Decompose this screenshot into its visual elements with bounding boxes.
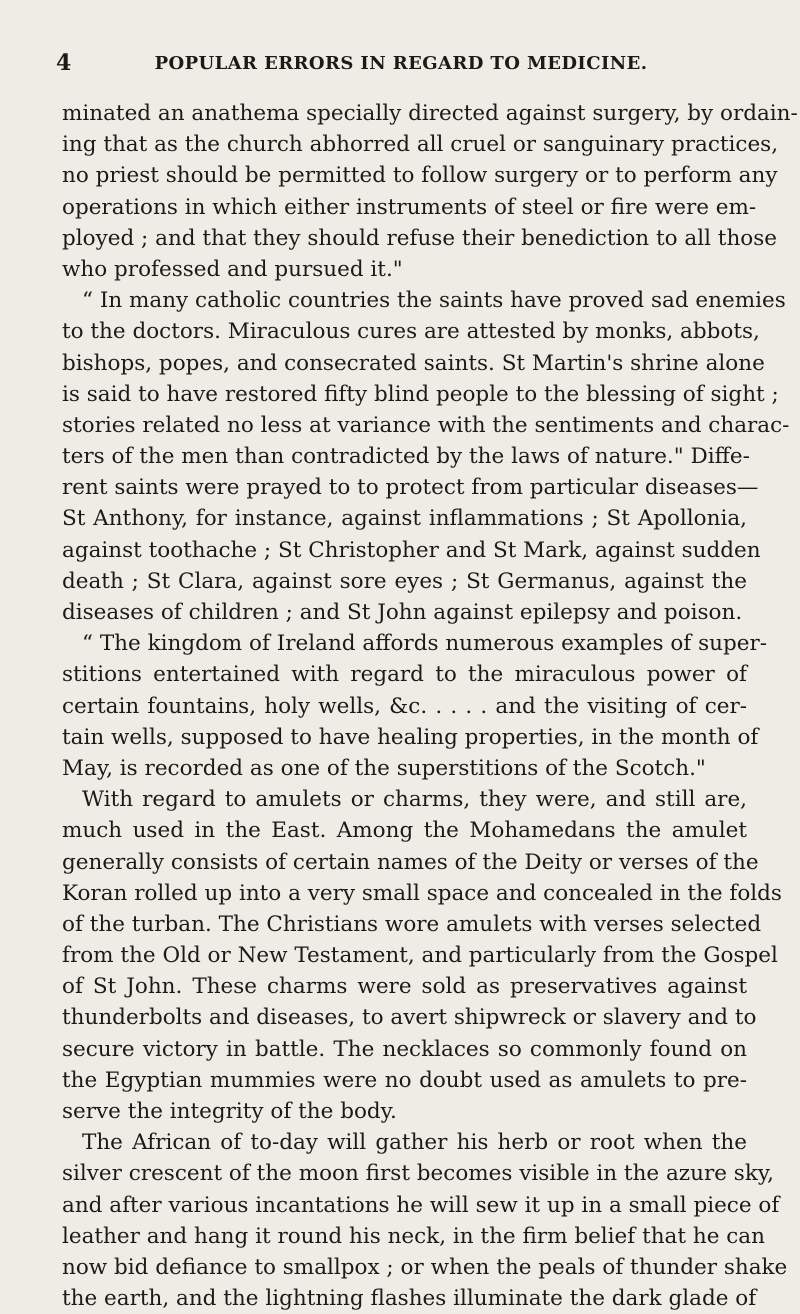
text-line: serve the integrity of the body. (62, 1099, 397, 1124)
text-line: of the turban. The Christians wore amulets with verses selected (62, 911, 762, 937)
text-line: silver crescent of the moon first becomes visible in the azure sky, (62, 1161, 774, 1187)
text-line: diseases of children ; and St John against epilepsy and poison. (62, 600, 743, 625)
text-line: St Anthony, for instance, against inflammations ; St Apollonia, (62, 506, 747, 532)
text-line: no priest should be permitted to follow surgery or to perform any (62, 163, 778, 189)
text-line: the Egyptian mummies were no doubt used as amulets to pre- (62, 1067, 747, 1093)
text-line: May, is recorded as one of the superstitions of the Scotch." (62, 755, 706, 781)
text-line: leather and hang it round his neck, in the firm belief that he can (62, 1223, 765, 1249)
text-line: who professed and pursued it." (62, 256, 403, 282)
text-line: stories related no less at variance with the sentiments and charac- (62, 412, 790, 438)
text-line: Koran rolled up into a very small space and concealed in the folds (62, 880, 782, 906)
text-line: minated an anathema specially directed against surgery, by ordain- (62, 101, 798, 126)
running-head: POPULAR ERRORS IN REGARD TO MEDICINE. (154, 53, 648, 74)
text-line: death ; St Clara, against sore eyes ; St Germanus, against the (62, 568, 747, 594)
text-line: “ The kingdom of Ireland affords numerous examples of super- (82, 631, 767, 657)
page-header (56, 50, 746, 80)
text-line: of St John. These charms were sold as preservatives against (62, 974, 747, 1000)
text-line: certain fountains, holy wells, &c. . . . . and the visiting of cer- (62, 693, 747, 719)
body-text (62, 98, 798, 1314)
text-line: ters of the men than contradicted by the laws of nature." Diffe- (62, 444, 750, 470)
text-line: ployed ; and that they should refuse their benediction to all those (62, 225, 777, 251)
text-line: “ In many catholic countries the saints have proved sad enemies (82, 288, 786, 314)
text-line: much used in the East. Among the Mohamedans the amulet (62, 818, 747, 844)
text-line: now bid defiance to smallpox ; or when the peals of thunder shake (62, 1254, 788, 1280)
text-line: ing that as the church abhorred all cruel or sanguinary practices, (62, 132, 779, 158)
text-line: secure victory in battle. The necklaces so commonly found on (62, 1036, 747, 1062)
text-line: thunderbolts and diseases, to avert shipwreck or slavery and to (62, 1005, 757, 1031)
text-line: With regard to amulets or charms, they were, and still are, (82, 787, 747, 813)
text-line: generally consists of certain names of the Deity or verses of the (62, 849, 759, 875)
page-number: 4 (56, 50, 72, 76)
text-line: is said to have restored fifty blind people to the blessing of sight ; (62, 381, 779, 407)
text-line: and after various incantations he will sew it up in a small piece of (62, 1192, 780, 1218)
text-line: operations in which either instruments of steel or fire were em- (62, 194, 757, 220)
text-line: stitions entertained with regard to the miraculous power of (62, 662, 747, 688)
text-line: against toothache ; St Christopher and St Mark, against sudden (62, 537, 761, 563)
text-line: The African of to-day will gather his herb or root when the (82, 1130, 747, 1156)
text-line: rent saints were prayed to to protect from particular diseases— (62, 475, 759, 501)
text-line: tain wells, supposed to have healing properties, in the month of (62, 724, 759, 750)
text-line: to the doctors. Miraculous cures are attested by monks, abbots, (62, 319, 760, 345)
text-line: bishops, popes, and consecrated saints. St Martin's shrine alone (62, 350, 765, 376)
text-line: the earth, and the lightning flashes illuminate the dark glade of (62, 1286, 757, 1312)
text-line: from the Old or New Testament, and particularly from the Gospel (62, 943, 778, 969)
